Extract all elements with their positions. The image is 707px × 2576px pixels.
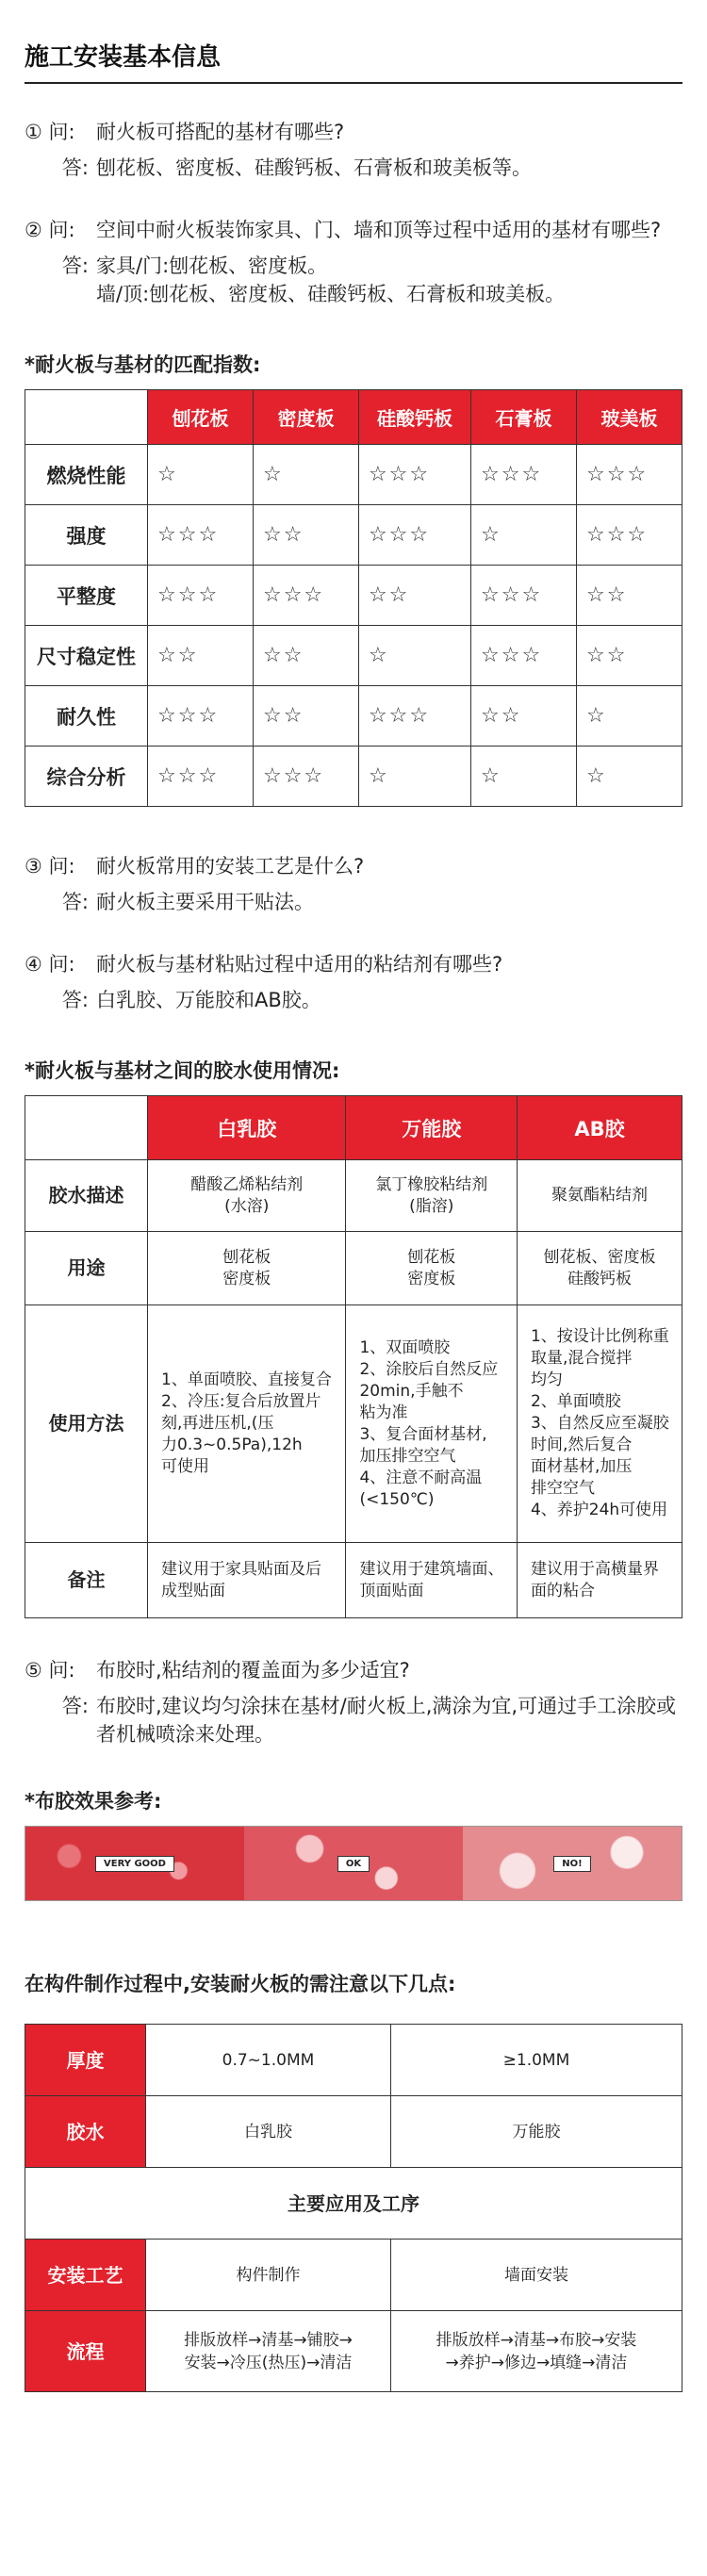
question-text: 空间中耐火板装饰家具、门、墙和顶等过程中适用的基材有哪些? [96,219,662,241]
question-text: 耐火板常用的安装工艺是什么? [96,855,365,878]
notes-table [25,2024,682,2392]
row-header: 燃烧性能 [25,445,148,505]
col-header: 硅酸钙板 [358,390,470,445]
qa-2 [25,216,682,308]
row-header: 尺寸稳定性 [25,626,148,686]
star-rating: ☆☆ [148,626,254,686]
sample-no [463,1827,682,1900]
col-header: AB胶 [517,1096,682,1160]
row-header: 胶水描述 [25,1160,148,1232]
table-row [25,505,682,566]
row-header: 胶水 [25,2096,146,2168]
answer-label: 答: [61,1695,89,1717]
star-rating: ☆☆☆ [576,505,682,566]
table-cell: 刨花板、密度板 硅酸钙板 [517,1232,682,1305]
table-cell: 构件制作 [146,2240,391,2311]
table-cell: 1、按设计比例称重 取量,混合搅拌 均匀 2、单面喷胶 3、自然反应至凝胶 时间,然后复合 面材基材,加压 排空空气 4、养护24h可使用 [517,1305,682,1543]
table-cell: 建议用于建筑墙面、 顶面贴面 [346,1543,517,1618]
star-rating: ☆☆☆ [358,445,470,505]
star-rating: ☆ [358,626,470,686]
star-rating: ☆☆ [253,505,358,566]
answer-text: 耐火板主要采用干贴法。 [96,891,314,913]
row-header: 平整度 [25,566,148,626]
corner-cell [25,390,148,445]
question-label: ③ 问: [25,855,75,878]
table-cell: 刨花板 密度板 [346,1232,517,1305]
col-header: 玻美板 [576,390,682,445]
sample-very-good [25,1827,244,1900]
page-title: 施工安装基本信息 [25,0,682,84]
table-row [25,1232,682,1305]
question-text: 耐火板与基材粘贴过程中适用的粘结剂有哪些? [96,953,503,976]
star-rating: ☆ [148,445,254,505]
col-header: 白乳胶 [148,1096,346,1160]
row-header: 强度 [25,505,148,566]
star-rating: ☆☆☆ [148,566,254,626]
table-cell: 氯丁橡胶粘结剂 (脂溶) [346,1160,517,1232]
glue-heading: *耐火板与基材之间的胶水使用情况: [25,1059,340,1082]
notes-heading: 在构件制作过程中,安装耐火板的需注意以下几点: [25,1973,456,1995]
star-rating: ☆ [471,505,577,566]
match-table [25,389,682,807]
corner-cell [25,1096,148,1160]
question-label: ② 问: [25,219,75,241]
table-cell: 醋酸乙烯粘结剂 (水溶) [148,1160,346,1232]
table-cell: 刨花板 密度板 [148,1232,346,1305]
star-rating: ☆☆☆ [471,566,577,626]
table-row [25,626,682,686]
qa-4 [25,950,682,1014]
table-cell: 1、单面喷胶、直接复合 2、冷压:复合后放置片 刻,再进压机,(压 力0.3~0.5Pa),12h 可使用 [148,1305,346,1543]
qa-1 [25,118,682,182]
star-rating: ☆☆☆ [253,747,358,807]
table-cell: ≥1.0MM [390,2025,682,2096]
star-rating: ☆ [358,747,470,807]
col-header: 密度板 [253,390,358,445]
star-rating: ☆☆ [253,686,358,747]
answer-label: 答: [61,891,89,913]
table-row [25,686,682,747]
answer-label: 答: [61,989,89,1011]
row-header: 用途 [25,1232,148,1305]
question-text: 布胶时,粘结剂的覆盖面为多少适宜? [96,1659,410,1682]
row-header: 厚度 [25,2025,146,2096]
table-cell: 1、双面喷胶 2、涂胶后自然反应 20min,手触不 粘为准 3、复合面材基材, 加压排空空气 4、注意不耐高温 (<150℃) [346,1305,517,1543]
table-row [25,445,682,505]
star-rating: ☆☆☆ [576,445,682,505]
table-row [25,1160,682,1232]
star-rating: ☆☆ [471,686,577,747]
table-row [25,2311,682,2392]
star-rating: ☆☆☆ [148,747,254,807]
qa-3 [25,852,682,916]
sample-ok [244,1827,463,1900]
col-header: 石膏板 [471,390,577,445]
section-row-heading: 主要应用及工序 [25,2168,682,2240]
sample-tag: VERY GOOD [95,1856,174,1872]
question-label: ① 问: [25,121,75,143]
star-rating: ☆☆ [253,626,358,686]
samples-heading: *布胶效果参考: [25,1790,162,1813]
table-row [25,2168,682,2240]
star-rating: ☆☆☆ [148,686,254,747]
glue-samples [25,1826,682,1901]
answer-text-line1: 家具/门:刨花板、密度板。 [96,254,328,277]
table-cell: 聚氨酯粘结剂 [517,1160,682,1232]
star-rating: ☆☆☆ [253,566,358,626]
table-cell: 0.7~1.0MM [146,2025,391,2096]
table-row [25,2096,682,2168]
table-row [25,2240,682,2311]
star-rating: ☆ [576,686,682,747]
star-rating: ☆☆☆ [358,505,470,566]
table-cell: 建议用于高横量界 面的粘合 [517,1543,682,1618]
table-row [25,1305,682,1543]
col-header: 刨花板 [148,390,254,445]
sample-tag: NO! [553,1856,590,1872]
table-row [25,747,682,807]
star-rating: ☆☆ [576,566,682,626]
table-cell: 排版放样→清基→铺胶→ 安装→冷压(热压)→清洁 [146,2311,391,2392]
glue-table [25,1095,682,1618]
answer-text: 刨花板、密度板、硅酸钙板、石膏板和玻美板等。 [96,156,532,179]
star-rating: ☆☆☆ [358,686,470,747]
row-header: 备注 [25,1543,148,1618]
star-rating: ☆☆☆ [471,445,577,505]
row-header: 安装工艺 [25,2240,146,2311]
star-rating: ☆☆☆ [471,626,577,686]
answer-text: 白乳胶、万能胶和AB胶。 [96,989,321,1011]
row-header: 耐久性 [25,686,148,747]
star-rating: ☆ [576,747,682,807]
col-header: 万能胶 [346,1096,517,1160]
qa-5 [25,1656,682,1748]
table-cell: 墙面安装 [390,2240,682,2311]
table-row [25,1543,682,1618]
star-rating: ☆ [253,445,358,505]
star-rating: ☆☆ [358,566,470,626]
row-header: 使用方法 [25,1305,148,1543]
table-cell: 白乳胶 [146,2096,391,2168]
row-header: 流程 [25,2311,146,2392]
star-rating: ☆ [471,747,577,807]
star-rating: ☆☆ [576,626,682,686]
answer-label: 答: [61,254,89,277]
question-text: 耐火板可搭配的基材有哪些? [96,121,345,143]
table-cell: 排版放样→清基→布胶→安装 →养护→修边→填缝→清洁 [390,2311,682,2392]
table-row [25,2025,682,2096]
table-row [25,566,682,626]
match-heading: *耐火板与基材的匹配指数: [25,353,261,376]
row-header: 综合分析 [25,747,148,807]
answer-text: 布胶时,建议均匀涂抹在基材/耐火板上,满涂为宜,可通过手工涂胶或者机械喷涂来处理。 [96,1695,677,1746]
table-cell: 建议用于家具贴面及后 成型贴面 [148,1543,346,1618]
table-cell: 万能胶 [390,2096,682,2168]
answer-label: 答: [61,156,89,179]
question-label: ④ 问: [25,953,75,976]
question-label: ⑤ 问: [25,1659,75,1682]
answer-text-line2: 墙/顶:刨花板、密度板、硅酸钙板、石膏板和玻美板。 [96,283,566,305]
star-rating: ☆☆☆ [148,505,254,566]
sample-tag: OK [337,1856,370,1872]
